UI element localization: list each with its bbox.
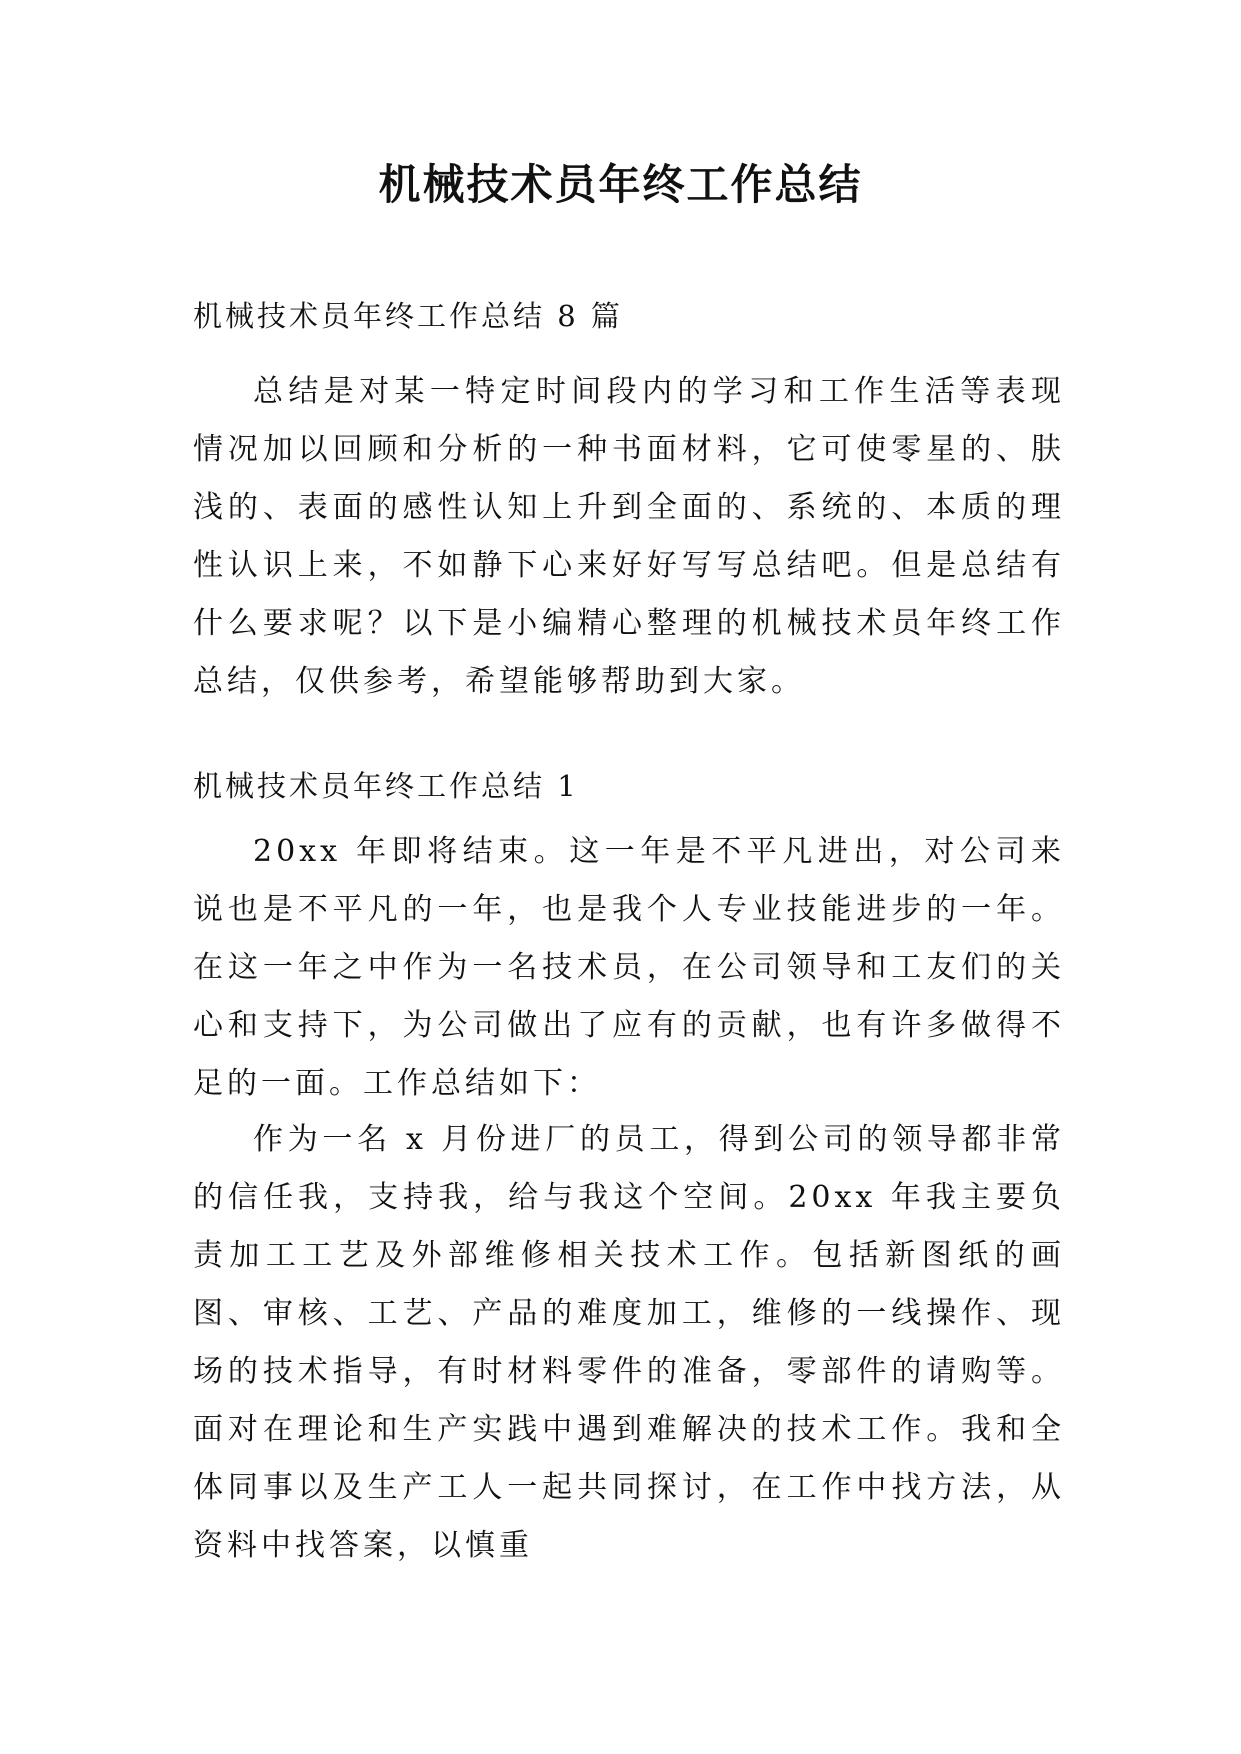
intro-paragraph: 总结是对某一特定时间段内的学习和工作生活等表现情况加以回顾和分析的一种书面材料，它可使零星的、肤浅的、表面的感性认知上升到全面的、系统的、本质的理性认识上来，不如静下心来好好写写总结吧。但是总结有什么要求呢？以下是小编精心整理的机械技术员年终工作总结，仅供参考，希望能够帮助到大家。 (193, 374, 1065, 699)
document-title: 机械技术员年终工作总结 (378, 160, 863, 209)
document-subtitle: 机械技术员年终工作总结 8 篇 (193, 299, 623, 333)
section1-paragraph-2: 作为一名 x 月份进厂的员工，得到公司的领导都非常的信任我，支持我，给与我这个空间。20xx 年我主要负责加工工艺及外部维修相关技术工作。包括新图纸的画图、审核、工艺、产品的难度加工，维修的一线操作、现场的技术指导，有时材料零件的准备，零部件的请购等。面对在理论和生产实践中遇到难解决的技术工作。我和全体同事以及生产工人一起共同探讨，在工作中找方法，从资料中找答案，以慎重 (193, 1122, 1065, 1563)
section-heading-1: 机械技术员年终工作总结 1 (193, 769, 579, 803)
section1-paragraph-1: 20xx 年即将结束。这一年是不平凡进出，对公司来说也是不平凡的一年，也是我个人专业技能进步的一年。在这一年之中作为一名技术员，在公司领导和工友们的关心和支持下，为公司做出了应有的贡献，也有许多做得不足的一面。工作总结如下： (193, 834, 1065, 1101)
